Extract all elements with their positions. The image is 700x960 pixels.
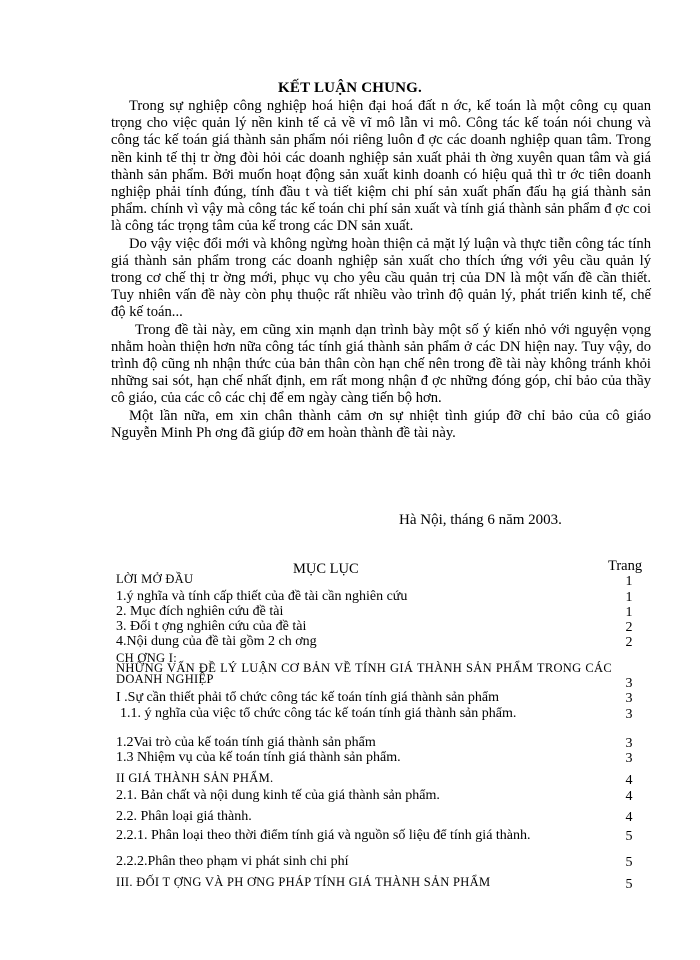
toc-entry-text: CH ƠNG I: [116,651,178,665]
toc-entry-page: 3 [625,707,633,722]
toc-entry-page: 3 [625,691,633,706]
toc-entry-page: 3 [625,751,633,766]
signoff-date: Hà Nội, tháng 6 năm 2003. [399,512,562,528]
conclusion-paragraph: Trong đề tài này, em cũng xin mạnh dạn trình bày một số ý kiến nhỏ với nguyện vọng nhằm hoàn thiện hơn nữa công tác tính giá thành sản phẩm ở các DN hiện nay. Tuy vậy, do trình độ cũng nh nhận thức của bản thân còn hạn chế nên trong đề tài này không tránh khỏi những sai sót, hạn chế nhất định, em rất mong nhận đ ợc những đóng góp, chỉ bảo của thầy cô giáo, của các cô các chị để em ngày càng tiến bộ hơn. [111,321,651,407]
conclusion-body [111,98,651,442]
toc-entry-page: 5 [625,829,633,844]
toc-page-header: Trang [608,558,643,574]
toc-entry-text: II GIÁ THÀNH SẢN PHẨM. [116,771,274,785]
toc-entry-text: 1.3 Nhiệm vụ của kế toán tính giá thành sản phẩm. [116,750,401,765]
toc-entry-text: I .Sự cần thiết phải tổ chức công tác kế toán tính giá thành sản phẩm [116,690,499,705]
toc-entry-page: 1 [625,574,633,589]
toc-entry-page: 3 [625,676,633,691]
toc-entry-page: 1 [625,605,633,620]
toc-entry-text: 2.2.2.Phân theo phạm vi phát sinh chi phí [116,854,349,869]
conclusion-paragraph: Do vậy việc đổi mới và không ngừng hoàn thiện cả mặt lý luận và thực tiễn công tác tính giá thành sản phẩm trong các doanh nghiệp sản xuất cho thích ứng với yêu cầu quản lý trong cơ chế thị tr ờng mới, phục vụ cho yêu cầu quản trị của DN là một vấn đề cần thiết. Tuy nhiên vấn đề này còn phụ thuộc rất nhiều vào trình độ quản lý, phát triển kinh tế, chế độ kế toán... [111,235,651,321]
toc-entry-page: 2 [625,635,633,650]
toc-entry-text: 4.Nội dung của đề tài gồm 2 ch ơng [116,634,317,649]
conclusion-paragraph: Trong sự nghiệp công nghiệp hoá hiện đại hoá đất n ớc, kế toán là một công cụ quan trọng cho việc quản lý nền kinh tế cả về vĩ mô lẫn vi mô. Công tác kế toán nói chung và công tác kế toán giá thành sản phẩm nói riêng luôn đ ợc các doanh nghiệp quan tâm. Trong nền kinh tế thị tr ờng đòi hỏi các doanh nghiệp sản xuất phải th ờng xuyên quan tâm và giá thành sản phẩm. Bởi muốn hoạt động sản xuất kinh doanh có hiệu quả thì tr ớc tiên doanh nghiệp phải tính đúng, tính đầu t và tiết kiệm chi phí sản xuất phấn đấu hạ giá thành sản phẩm. chính vì vậy mà công tác kế toán chi phí sản xuất và tính giá thành sản phẩm đ ợc coi là công tác trọng tâm của kế trong các DN sản xuất. [111,98,651,235]
conclusion-title: KẾT LUẬN CHUNG. [278,80,422,96]
toc-entry-page: 2 [625,620,633,635]
toc-entry-page: 4 [625,773,633,788]
toc-entry-text: 2.1. Bản chất và nội dung kinh tế của giá thành sản phẩm. [116,788,440,803]
toc-entry-page: 4 [625,810,633,825]
conclusion-paragraph: Một lần nữa, em xin chân thành cảm ơn sự nhiệt tình giúp đỡ chỉ bảo của cô giáo Nguyễn Minh Ph ơng đã giúp đỡ em hoàn thành đề tài này. [111,407,651,441]
toc-entry-text: 2. Mục đích nghiên cứu đề tài [116,604,284,619]
toc-entry-page: 5 [625,855,633,870]
toc-entry-text: 1.ý nghĩa và tính cấp thiết của đề tài cần nghiên cứu [116,589,408,604]
toc-entry-page: 3 [625,736,633,751]
toc-entry-text: 3. Đối t ợng nghiên cứu của đề tài [116,619,307,634]
toc-entry-page: 4 [625,789,633,804]
toc-entry-text: 1.1. ý nghĩa của việc tổ chức công tác kế toán tính giá thành sản phẩm. [120,706,517,721]
toc-title: MỤC LỤC [293,561,359,577]
toc-entry-text: 1.2Vai trò của kế toán tính giá thành sản phẩm [116,735,376,750]
toc-entry-page: 1 [625,590,633,605]
toc-entry-text: III. ĐỐI T ỢNG VÀ PH ƠNG PHÁP TÍNH GIÁ THÀNH SẢN PHẨM [116,875,491,889]
toc-entry-page: 5 [625,877,633,892]
toc-entry-text: 2.2. Phân loại giá thành. [116,809,252,824]
toc-entry-text: LỜI MỞ ĐẦU [116,572,194,586]
toc-entry-text: 2.2.1. Phân loại theo thời điểm tính giá và nguồn số liệu để tính giá thành. [116,828,531,843]
toc-entry-text: NHỮNG VẤN ĐỀ LÝ LUẬN CƠ BẢN VỀ TÍNH GIÁ THÀNH SẢN PHẨM TRONG CÁC DOANH NGHIỆP [116,661,612,686]
